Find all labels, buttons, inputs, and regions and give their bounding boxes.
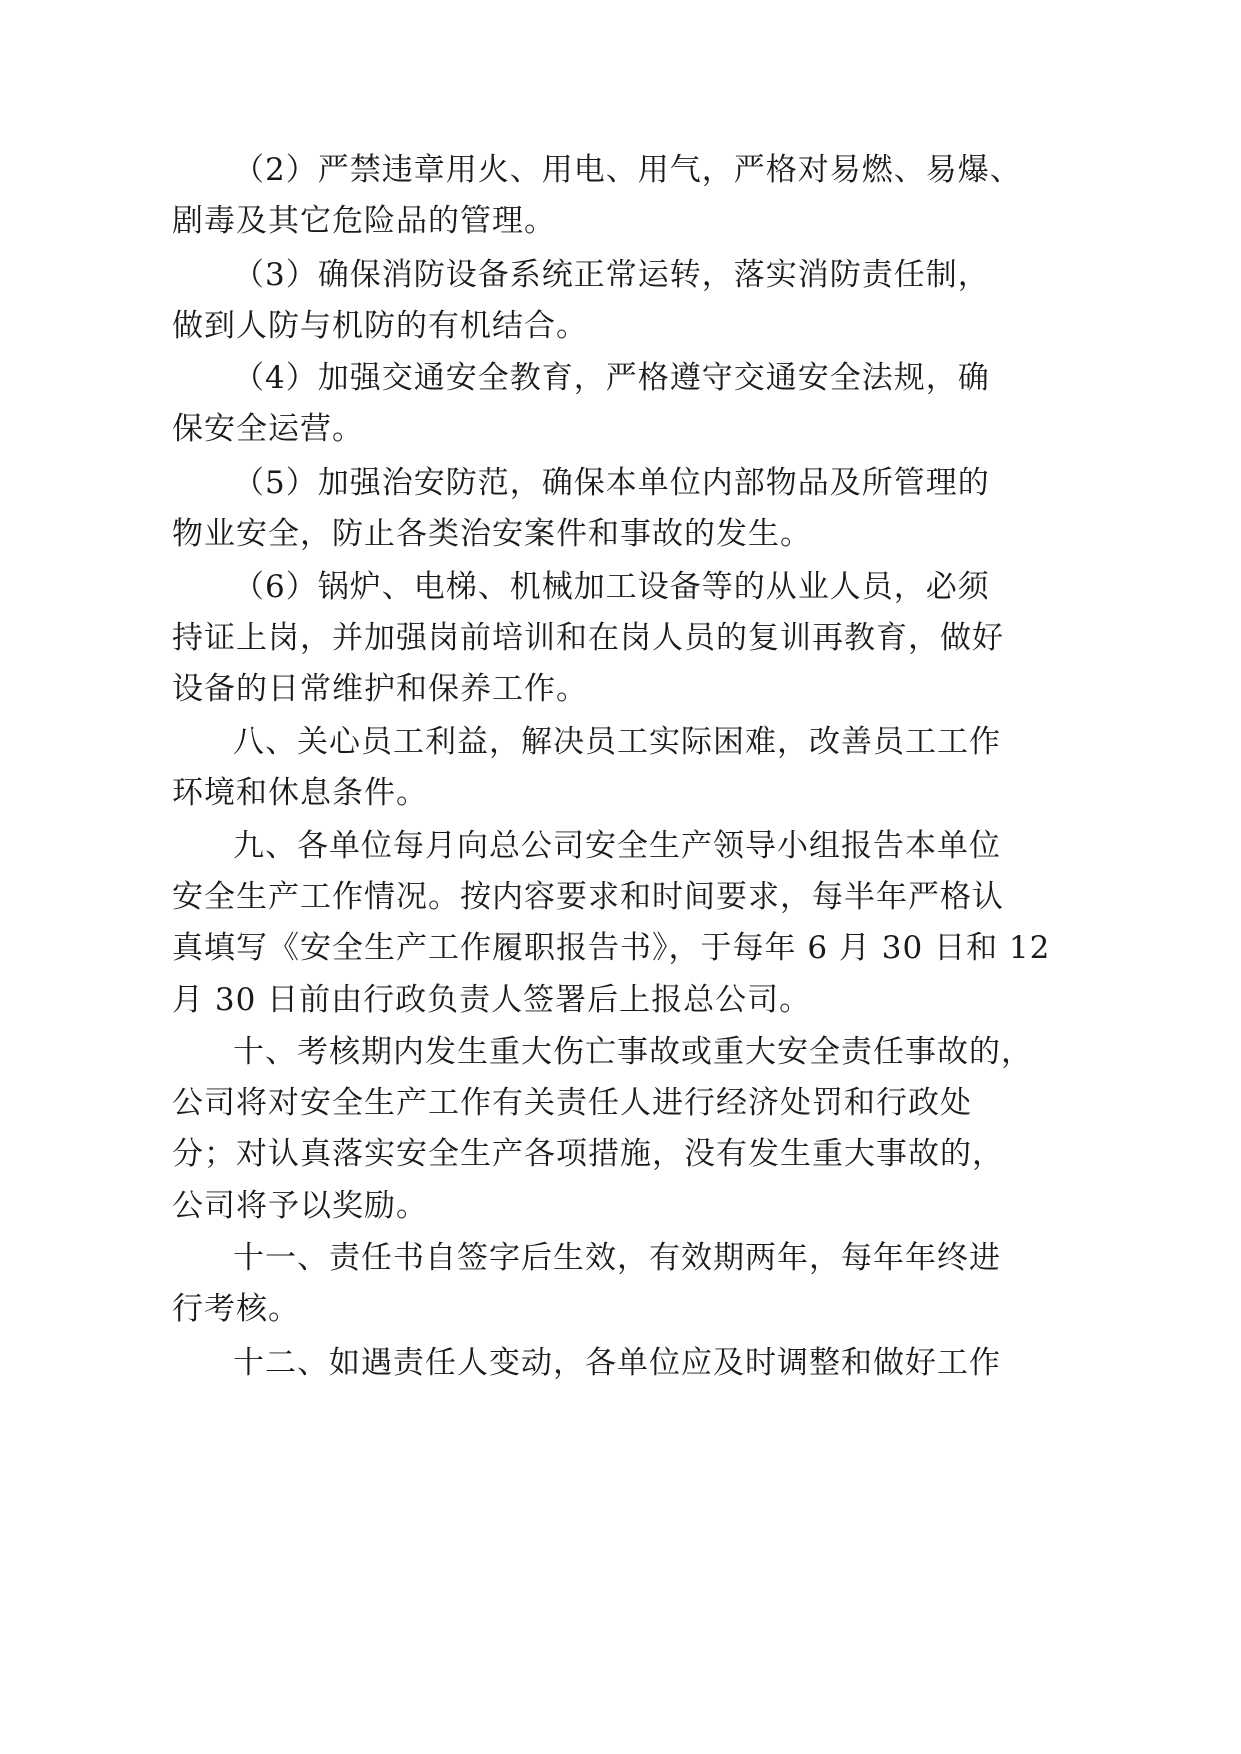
text-line: 公司将予以奖励。 xyxy=(172,1188,428,1224)
text-line: （2）严禁违章用火、用电、用气，严格对易燃、易爆、 xyxy=(233,152,1022,188)
text-line: 公司将对安全生产工作有关责任人进行经济处罚和行政处 xyxy=(172,1085,972,1121)
text-line: （6）锅炉、电梯、机械加工设备等的从业人员，必须 xyxy=(233,569,990,605)
text-line: 保安全运营。 xyxy=(172,411,364,447)
text-line: 行考核。 xyxy=(172,1291,300,1327)
text-line: 十二、如遇责任人变动，各单位应及时调整和做好工作 xyxy=(233,1345,1001,1381)
text-line: 真填写《安全生产工作履职报告书》，于每年 6 月 30 日和 12 xyxy=(172,930,1051,966)
text-line: 做到人防与机防的有机结合。 xyxy=(172,308,588,344)
text-line: 九、各单位每月向总公司安全生产领导小组报告本单位 xyxy=(233,828,1001,864)
text-line: 十、考核期内发生重大伤亡事故或重大安全责任事故的， xyxy=(233,1034,1033,1070)
text-line: 持证上岗，并加强岗前培训和在岗人员的复训再教育，做好 xyxy=(172,620,1004,656)
text-line: 十一、责任书自签字后生效，有效期两年，每年年终进 xyxy=(233,1240,1001,1276)
text-line: 物业安全，防止各类治安案件和事故的发生。 xyxy=(172,516,812,552)
text-line: 环境和休息条件。 xyxy=(172,775,428,811)
text-line: 安全生产工作情况。按内容要求和时间要求，每半年严格认 xyxy=(172,879,1004,915)
text-line: 设备的日常维护和保养工作。 xyxy=(172,671,588,707)
text-line: 剧毒及其它危险品的管理。 xyxy=(172,203,556,239)
text-line: 分；对认真落实安全生产各项措施，没有发生重大事故的， xyxy=(172,1136,1004,1172)
text-line: 月 30 日前由行政负责人签署后上报总公司。 xyxy=(172,982,812,1018)
text-line: （3）确保消防设备系统正常运转，落实消防责任制， xyxy=(233,257,990,293)
text-line: 八、关心员工利益，解决员工实际困难，改善员工工作 xyxy=(233,724,1001,760)
text-line: （5）加强治安防范，确保本单位内部物品及所管理的 xyxy=(233,465,990,501)
text-line: （4）加强交通安全教育，严格遵守交通安全法规，确 xyxy=(233,360,990,396)
